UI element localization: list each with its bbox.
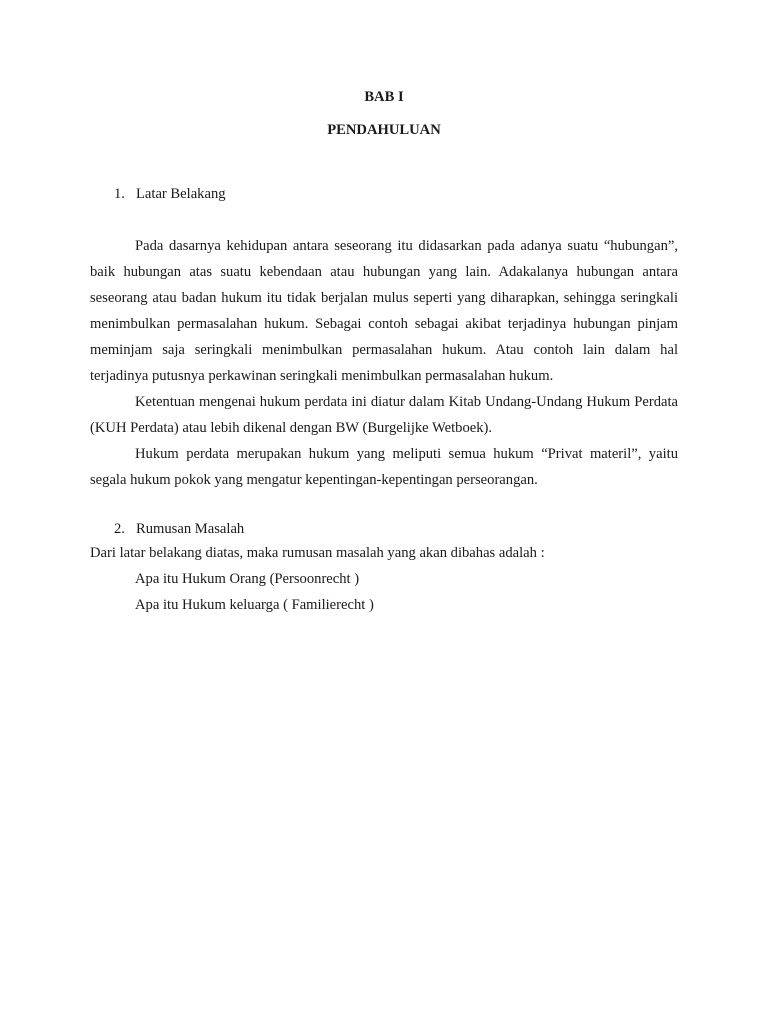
section-number: 1. [114, 186, 125, 202]
chapter-title: PENDAHULUAN [327, 122, 441, 138]
paragraph: Pada dasarnya kehidupan antara seseorang itu didasarkan pada adanya suatu “hubungan”, baik hubungan atas suatu kebendaan atau hubungan yang lain. Adakalanya hubungan antara seseorang atau badan hukum itu tidak berjalan mulus seperti yang diharapkan, sehingga seringkali menimbulkan permasalahan hukum. Sebagai contoh sebagai akibat terjadinya hubungan pinjam meminjam saja seringkali menimbulkan permasalahan hukum. Atau contoh lain dalam hal terjadinya putusnya perkawinan seringkali menimbulkan permasalahan hukum. [90, 238, 678, 384]
question-item: Apa itu Hukum Orang (Persoonrecht ) [135, 571, 360, 587]
paragraph: Ketentuan mengenai hukum perdata ini diatur dalam Kitab Undang-Undang Hukum Perdata (KUH Perdata) atau lebih dikenal dengan BW (Burgelijke Wetboek). [90, 394, 678, 436]
section-intro: Dari latar belakang diatas, maka rumusan masalah yang akan dibahas adalah : [90, 545, 545, 561]
chapter-heading: BAB I [364, 89, 404, 105]
section-title: Latar Belakang [136, 186, 226, 202]
section-number: 2. [114, 521, 125, 537]
section-title: Rumusan Masalah [136, 521, 245, 537]
paragraph: Hukum perdata merupakan hukum yang meliputi semua hukum “Privat materil”, yaitu segala hukum pokok yang mengatur kepentingan-kepentingan perseorangan. [90, 446, 678, 488]
question-item: Apa itu Hukum keluarga ( Familierecht ) [135, 597, 374, 613]
